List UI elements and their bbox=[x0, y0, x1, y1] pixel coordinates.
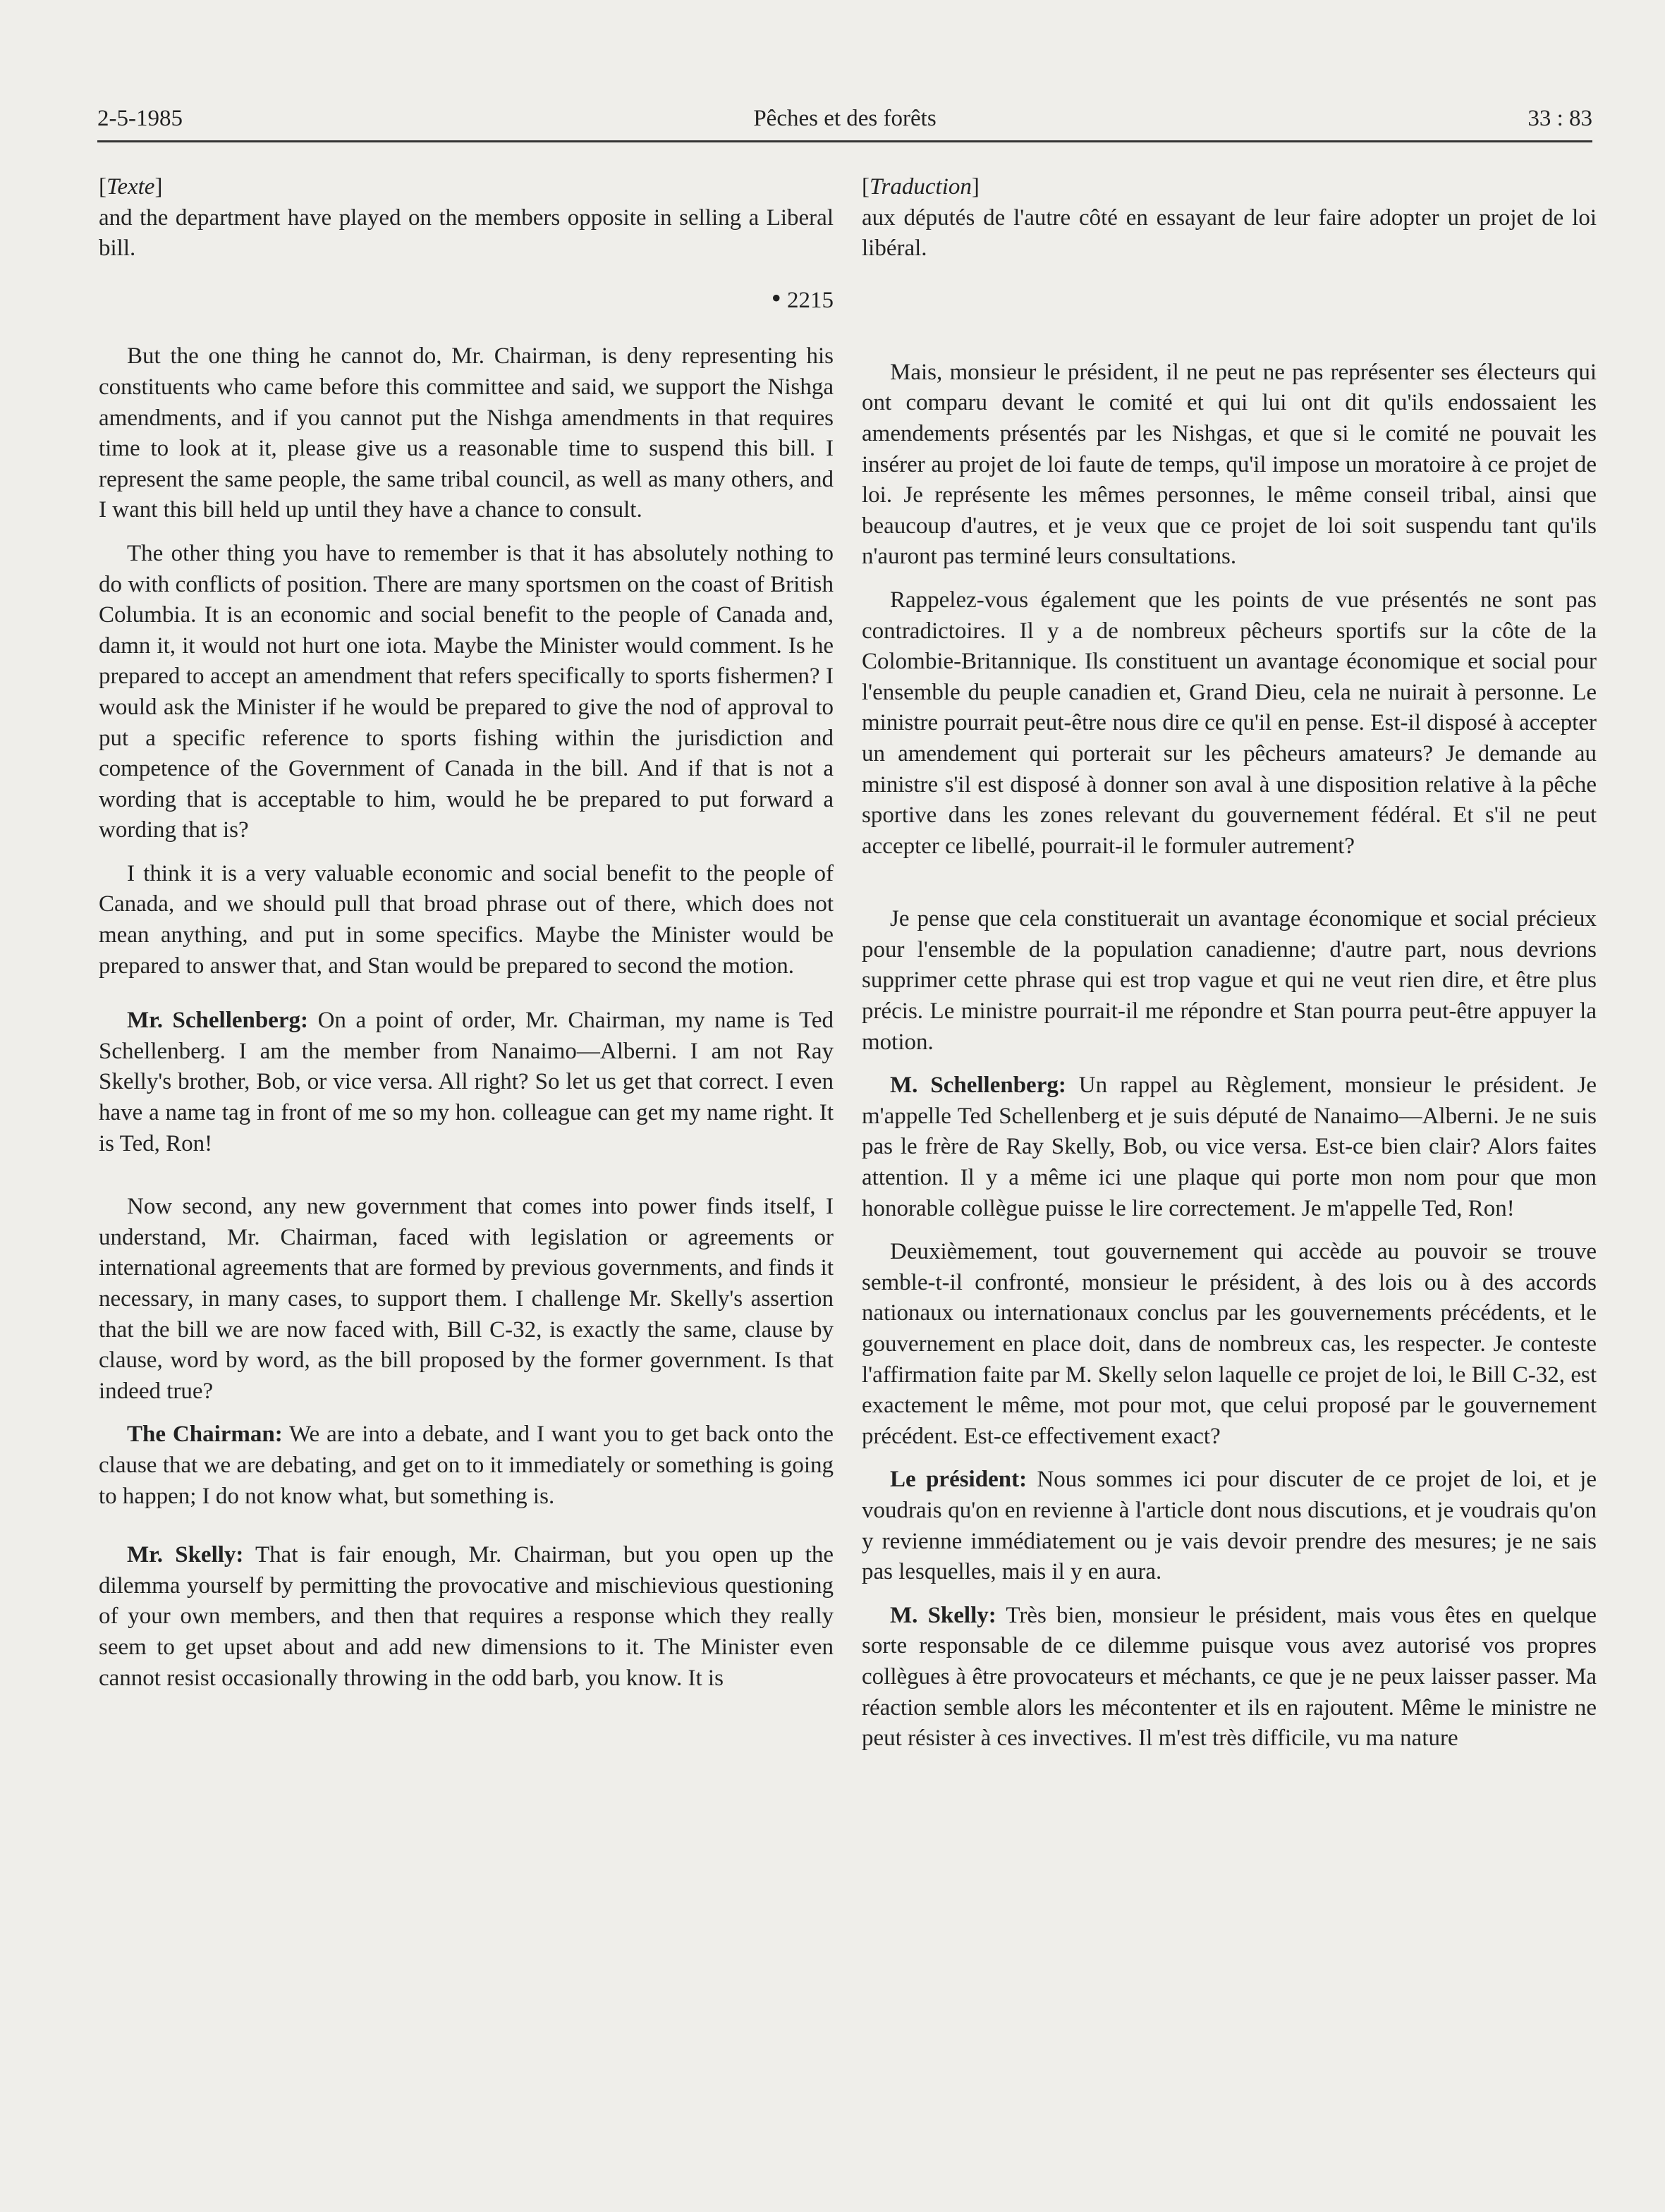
paragraph: Now second, any new government that comes into power finds itself, I understand, Mr. Chairman, faced with legislation or agreements or international agreements that are formed by previous governments, and finds it necessary, in many cases, to support them. I challenge Mr. Skelly's assertion that the bill we are now faced with, Bill C-32, is exactly the same, clause by clause, word by word, as the bill proposed by the former government. Is that indeed true? bbox=[99, 1194, 834, 1404]
speaker-name: Mr. Skelly: bbox=[127, 1542, 244, 1568]
speaker-paragraph: M. Skelly: Très bien, monsieur le président, mais vous êtes en quelque sorte responsable de ce dilemme puisque vous avez autorisé vos propres collègues à être provocateurs et méchants, ce que je ne peux laisser passer. Ma réaction semble alors les mécontenter et ils en rajoutent. Même le ministre ne peut résister à ces invectives. Il m'est très difficile, vu ma nature bbox=[862, 1602, 1597, 1752]
paragraph: Rappelez-vous également que les points de vue présentés ne sont pas contradictoires. Il y a de nombreux pêcheurs sportifs sur la côte de la Colombie-Britannique. Ils constituent un avantage économique et social pour l'ensemble du peuple canadien et, Grand Dieu, cela ne nuirait à personne. Le ministre pourrait peut-être nous dire ce qu'il en pense. Est-il disposé à accepter un amendement qui porterait sur les pêcheurs amateurs? Je demande au ministre s'il est disposé à donner son aval à une disposition relative à la pêche sportive dans les zones relevant du gouvernement fédéral. Et s'il ne peut accepter ce libellé, pourrait-il le formuler autrement? bbox=[862, 587, 1597, 859]
page-header bbox=[97, 106, 1592, 141]
section-marker-texte: [Texte] bbox=[99, 174, 163, 200]
speaker-paragraph: Mr. Schellenberg: On a point of order, Mr. Chairman, my name is Ted Schellenberg. I am the member from Nanaimo—Alberni. I am not Ray Skelly's brother, Bob, or vice versa. All right? So let us get that correct. I even have a name tag in front of me so my hon. colleague can get my name right. It is Ted, Ron! bbox=[99, 1008, 834, 1156]
speaker-name: The Chairman: bbox=[127, 1422, 283, 1448]
speaker-name: Mr. Schellenberg: bbox=[127, 1008, 309, 1034]
speaker-paragraph: The Chairman: We are into a debate, and I want you to get back onto the clause that we are debating, and get on to it immediately or something is going to happen; I do not know what, but something is. bbox=[99, 1422, 834, 1509]
paragraph: Mais, monsieur le président, il ne peut ne pas représenter ses électeurs qui ont comparu devant le comité et qui lui ont dit qu'ils endossaient les amendements présentés par les Nishgas, et que si le comité ne pouvait les insérer au projet de loi faute de temps, qu'il impose un moratoire à ce projet de loi. Je représente les mêmes personnes, le même conseil tribal, ainsi que beaucoup d'autres, et je veux que ce projet de loi soit suspendu tant qu'ils n'auront pas terminé leurs consultations. bbox=[862, 359, 1597, 570]
paragraph: But the one thing he cannot do, Mr. Chairman, is deny representing his constituents who came before this committee and said, we support the Nishga amendments, and if you cannot put the Nishga amendments in that requires time to look at it, please give us a reasonable time to suspend this bill. I represent the same people, the same tribal council, as well as many others, and I want this bill held up until they have a chance to consult. bbox=[99, 343, 834, 523]
header-title: Pêches et des forêts bbox=[753, 106, 937, 131]
bullet-icon: • bbox=[771, 281, 781, 314]
paragraph: I think it is a very valuable economic and social benefit to the people of Canada, and we should pull that broad phrase out of there, which does not mean anything, and put in some specifics. Maybe the Minister would be prepared to answer that, and Stan would be prepared to second the motion. bbox=[99, 860, 834, 979]
paragraph: The other thing you have to remember is that it has absolutely nothing to do with conflicts of position. There are many sportsmen on the coast of British Columbia. It is an economic and social benefit to the people of Canada and, damn it, it would not hurt one iota. Maybe the Minister would comment. Is he prepared to accept an amendment that refers specifically to sports fishermen? I would ask the Minister if he would be prepared to give the nod of approval to put a specific reference to sports fishing within the jurisdiction and competence of the Government of Canada in the bill. And if that is not a wording that is acceptable to him, would he be prepared to put forward a wording that is? bbox=[99, 540, 834, 843]
section-marker-traduction: [Traduction] bbox=[862, 174, 980, 200]
speaker-name: M. Schellenberg: bbox=[890, 1073, 1066, 1099]
speaker-paragraph: M. Schellenberg: Un rappel au Règlement, monsieur le président. Je m'appelle Ted Schellenberg et je suis député de Nanaimo—Alberni. Je ne suis pas le frère de Ray Skelly, Bob, ou vice versa. Est-ce bien clair? Alors faites attention. Il y a même ici une plaque qui porte mon nom pour que mon honorable collègue puisse le lire correctement. Je m'appelle Ted, Ron! bbox=[862, 1073, 1597, 1221]
paragraph: Je pense que cela constituerait un avantage économique et social précieux pour l'ensemble de la population canadienne; d'autre part, nous devrions supprimer cette phrase qui est trop vague et qui ne veut rien dire, et être plus précis. Le ministre pourrait-il me répondre et Stan pourra peut-être appuyer la motion. bbox=[862, 906, 1597, 1055]
speaker-paragraph: Le président: Nous sommes ici pour discuter de ce projet de loi, et je voudrais qu'on en revienne à l'article dont nous discutions, et je voudrais qu'on y revienne immédiatement ou je vais devoir prendre des mesures; je ne sais pas lesquelles, mais il y en aura. bbox=[862, 1467, 1597, 1585]
paragraph: aux députés de l'autre côté en essayant de leur faire adopter un projet de loi libéral. bbox=[862, 204, 1597, 262]
english-column bbox=[99, 172, 834, 1694]
speaker-paragraph: Mr. Skelly: That is fair enough, Mr. Chairman, but you open up the dilemma yourself by permitting the provocative and mischievious questioning of your own members, and then that requires a response which they really seem to get upset about and add new dimensions to it. The Minister even cannot resist occasionally throwing in the odd barb, you know. It is bbox=[99, 1542, 834, 1691]
french-column bbox=[862, 172, 1597, 1754]
header-page-number: 33 : 83 bbox=[1527, 106, 1592, 131]
time-marker: • 2215 bbox=[771, 281, 834, 314]
header-date: 2-5-1985 bbox=[97, 106, 183, 131]
speaker-name: Le président: bbox=[890, 1467, 1027, 1493]
header-rule bbox=[97, 140, 1592, 142]
paragraph: Deuxièmement, tout gouvernement qui accède au pouvoir se trouve semble-t-il confronté, monsieur le président, à des lois ou à des accords nationaux ou internationaux conclus par les gouvernements précédents, et le gouvernement en place doit, dans de nombreux cas, les respecter. Je conteste l'affirmation faite par M. Skelly selon laquelle ce projet de loi, le Bill C-32, est exactement le même, mot pour mot, que celui proposé par le gouvernement précédent. Est-ce effectivement exact? bbox=[862, 1239, 1597, 1449]
speaker-name: M. Skelly: bbox=[890, 1602, 996, 1628]
paragraph: and the department have played on the members opposite in selling a Liberal bill. bbox=[99, 204, 834, 262]
